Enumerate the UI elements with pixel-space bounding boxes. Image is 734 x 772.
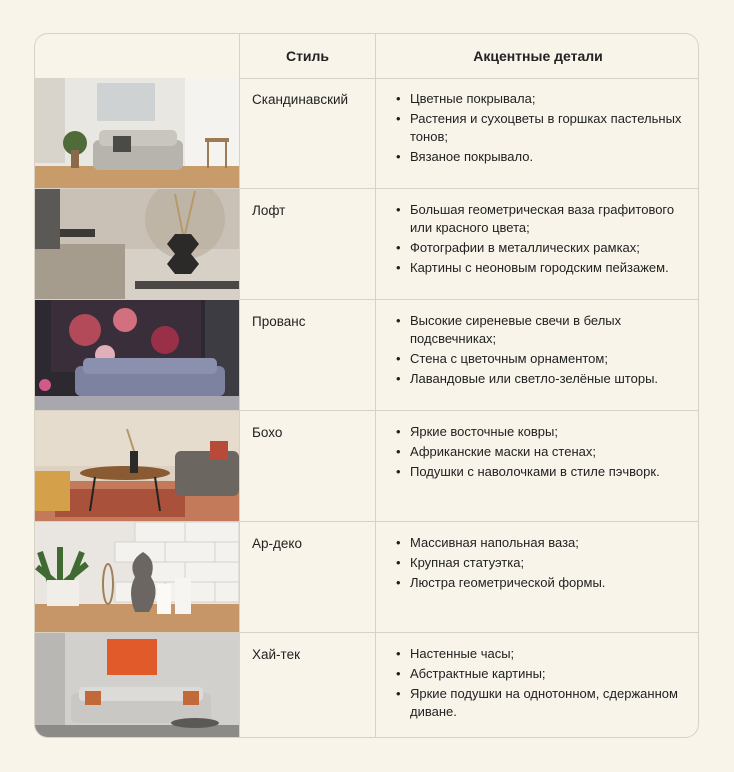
list-item: • Растения и сухоцветы в горшках пастельных тонов; (396, 110, 692, 146)
header-image-cell (35, 34, 240, 78)
list-item: • Люстра геометрической формы. (396, 574, 692, 592)
style-name: Скандинавский (252, 92, 349, 107)
styles-table (34, 33, 699, 738)
details-list (396, 312, 692, 390)
list-item: • Фотографии в металлических рамках; (396, 239, 692, 257)
details-list (396, 90, 692, 168)
table-row (35, 633, 699, 738)
table-row (35, 78, 699, 189)
style-name: Ар-деко (252, 536, 302, 551)
details-list (396, 423, 692, 483)
list-item: • Лавандовые или светло-зелёные шторы. (396, 370, 692, 388)
style-name: Лофт (252, 203, 286, 218)
list-item: • Абстрактные картины; (396, 665, 692, 683)
list-item: • Стена с цветочным орнаментом; (396, 350, 692, 368)
style-name: Прованс (252, 314, 306, 329)
list-item: • Вязаное покрывало. (396, 148, 692, 166)
details-list (396, 534, 692, 594)
header-style: Стиль (240, 34, 376, 78)
style-photo (35, 300, 240, 410)
list-item: • Крупная статуэтка; (396, 554, 692, 572)
list-item: • Подушки с наволочками в стиле пэчворк. (396, 463, 692, 481)
style-photo (35, 189, 240, 299)
table-row (35, 522, 699, 633)
style-name: Хай-тек (252, 647, 300, 662)
style-photo (35, 522, 240, 632)
list-item: • Высокие сиреневые свечи в белых подсвечниках; (396, 312, 692, 348)
details-list (396, 645, 692, 723)
details-list (396, 201, 692, 279)
style-photo (35, 633, 240, 738)
style-photo (35, 78, 240, 188)
list-item: • Яркие восточные ковры; (396, 423, 692, 441)
table-header (35, 34, 699, 79)
style-photo (35, 411, 240, 521)
list-item: • Настенные часы; (396, 645, 692, 663)
table-row (35, 300, 699, 411)
table-row (35, 189, 699, 300)
list-item: • Массивная напольная ваза; (396, 534, 692, 552)
table-row (35, 411, 699, 522)
list-item: • Яркие подушки на однотонном, сдержанном диване. (396, 685, 692, 721)
header-details: Акцентные детали (473, 48, 603, 64)
style-name: Бохо (252, 425, 283, 440)
list-item: • Картины с неоновым городским пейзажем. (396, 259, 692, 277)
list-item: • Африканские маски на стенах; (396, 443, 692, 461)
list-item: • Большая геометрическая ваза графитового или красного цвета; (396, 201, 692, 237)
list-item: • Цветные покрывала; (396, 90, 692, 108)
